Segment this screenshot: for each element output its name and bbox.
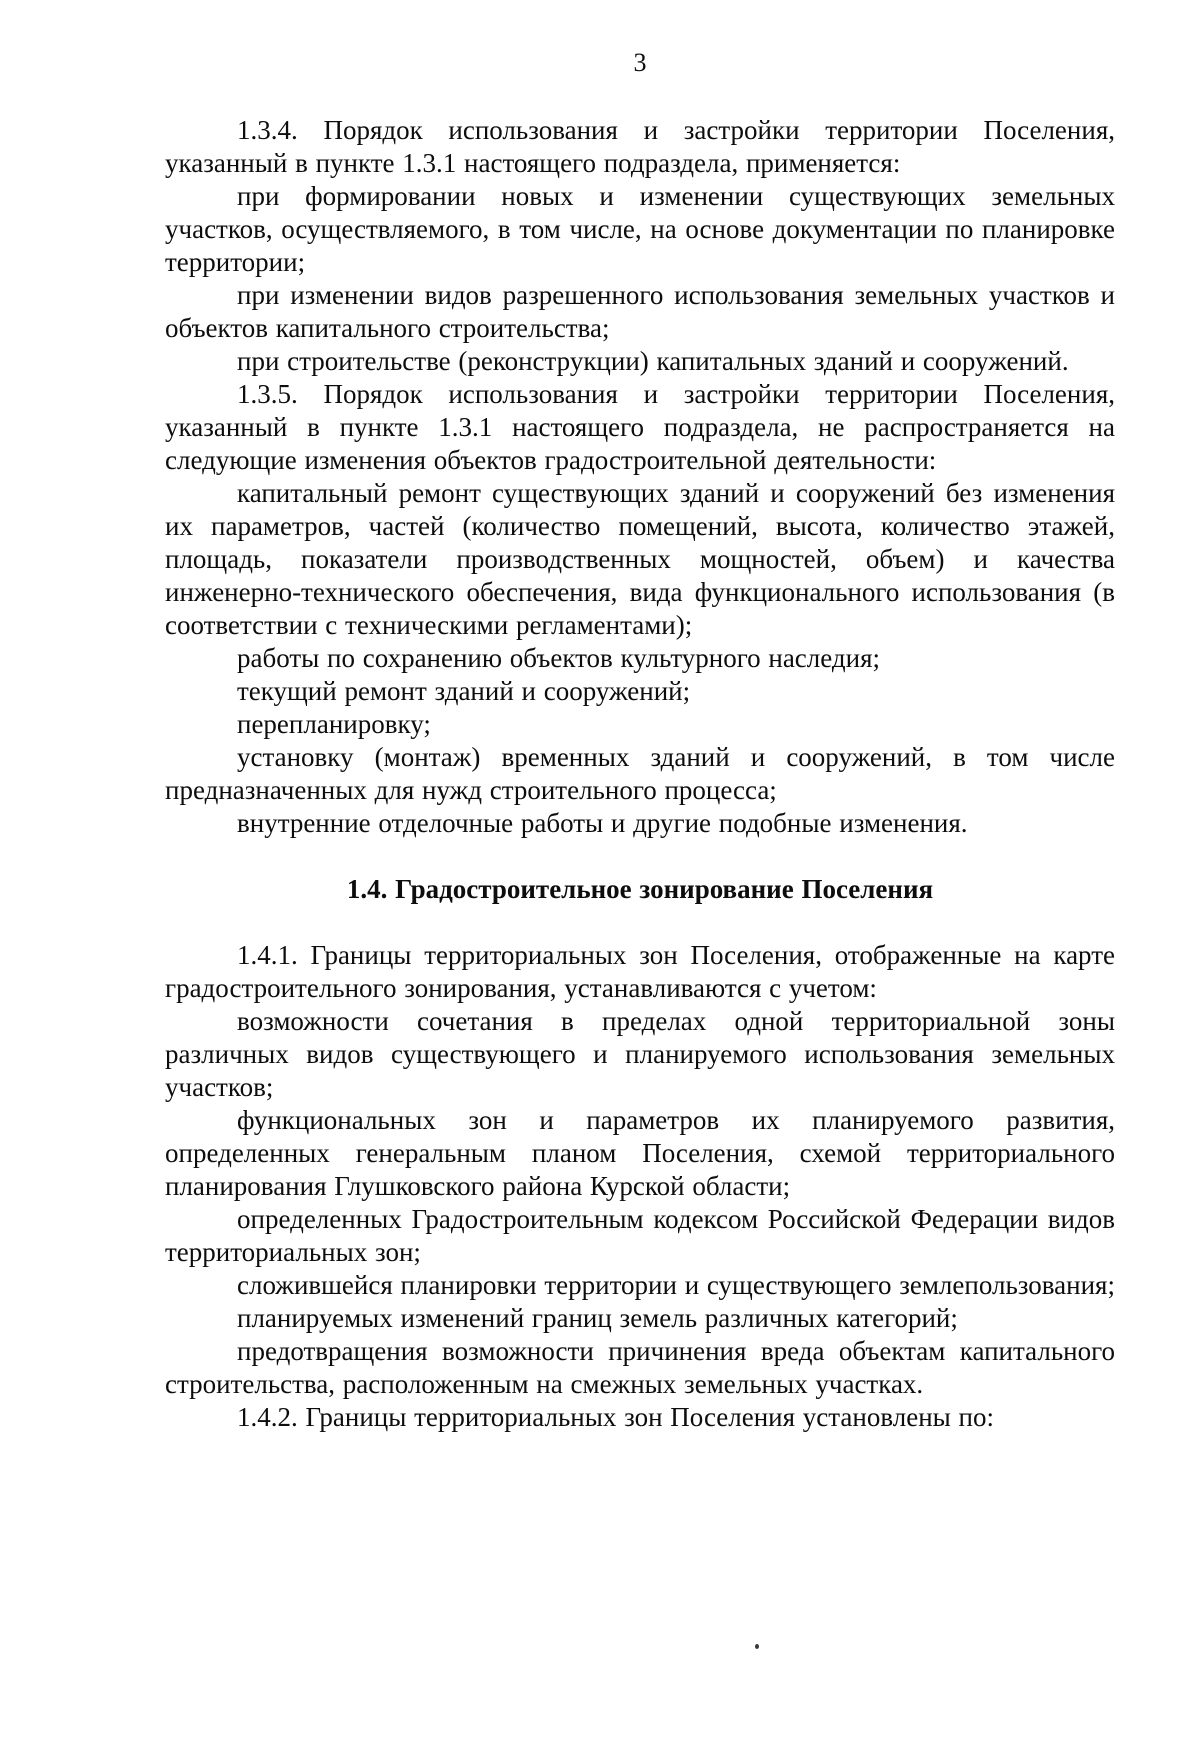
- paragraph: перепланировку;: [237, 709, 431, 739]
- paragraph: работы по сохранению объектов культурного наследия;: [237, 643, 880, 673]
- paragraph: предотвращения возможности причинения вреда объектам капитального строительства, расположенным на смежных земельных участках.: [165, 1336, 1115, 1399]
- paragraph: при изменении видов разрешенного использования земельных участков и объектов капитального строительства;: [165, 280, 1115, 343]
- paragraph: 1.4.1. Границы территориальных зон Поселения, отображенные на карте градостроительного зонирования, устанавливаются с учетом:: [165, 940, 1115, 1003]
- paragraph: текущий ремонт зданий и сооружений;: [237, 676, 691, 706]
- paragraph: функциональных зон и параметров их планируемого развития, определенных генеральным планом Поселения, схемой территориального планирования Глушковского района Курской области;: [165, 1105, 1115, 1201]
- paragraph: установку (монтаж) временных зданий и сооружений, в том числе предназначенных для нужд строительного процесса;: [165, 742, 1115, 805]
- paragraph: 1.4.2. Границы территориальных зон Поселения установлены по:: [237, 1402, 994, 1432]
- page-number: 3: [633, 48, 647, 77]
- paragraph: 1.3.5. Порядок использования и застройки территории Поселения, указанный в пункте 1.3.1 настоящего подраздела, не распространяется на следующие изменения объектов градостроительной деятельности:: [165, 379, 1115, 475]
- paragraph: возможности сочетания в пределах одной территориальной зоны различных видов существующего и планируемого использования земельных участков;: [165, 1006, 1115, 1102]
- paragraph: сложившейся планировки территории и существующего землепользования;: [237, 1270, 1115, 1300]
- paragraph: внутренние отделочные работы и другие подобные изменения.: [237, 808, 968, 838]
- paragraph: планируемых изменений границ земель различных категорий;: [237, 1303, 958, 1333]
- paragraph: капитальный ремонт существующих зданий и сооружений без изменения их параметров, частей (количество помещений, высота, количество этажей, площадь, показатели производственных мощностей, объем) и качества инженерно-технического обеспечения, вида функционального использования (в соответствии с техническими регламентами);: [165, 478, 1115, 640]
- section-heading: 1.4. Градостроительное зонирование Поселения: [346, 874, 934, 904]
- scan-artifact-dot: [755, 1644, 759, 1649]
- document-body: [165, 114, 1115, 1434]
- paragraph: при строительстве (реконструкции) капитальных зданий и сооружений.: [237, 346, 1069, 376]
- paragraph: 1.3.4. Порядок использования и застройки территории Поселения, указанный в пункте 1.3.1 настоящего подраздела, применяется:: [165, 115, 1115, 178]
- paragraph: при формировании новых и изменении существующих земельных участков, осуществляемого, в том числе, на основе документации по планировке территории;: [165, 181, 1115, 277]
- paragraph: определенных Градостроительным кодексом Российской Федерации видов территориальных зон;: [165, 1204, 1115, 1267]
